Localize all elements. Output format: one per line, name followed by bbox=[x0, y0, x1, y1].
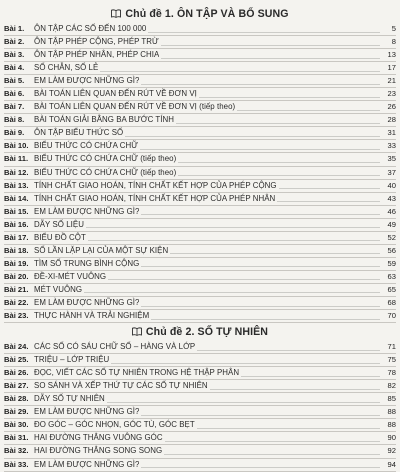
chapter-heading-2 bbox=[4, 326, 396, 339]
lesson-number: Bài 15. bbox=[4, 206, 29, 216]
page-number: 17 bbox=[387, 63, 396, 73]
lesson-number: Bài 5. bbox=[4, 76, 25, 86]
lesson-title: EM LÀM ĐƯỢC NHỮNG GÌ? bbox=[34, 76, 140, 86]
page-number: 13 bbox=[387, 50, 396, 60]
toc-entry[interactable] bbox=[4, 101, 396, 114]
page-number: 8 bbox=[391, 37, 396, 47]
dot-leader bbox=[140, 149, 380, 150]
dot-leader bbox=[141, 467, 380, 468]
lesson-number: Bài 31. bbox=[4, 433, 29, 443]
toc-entry[interactable] bbox=[4, 284, 396, 297]
toc-entry[interactable] bbox=[4, 153, 396, 166]
dot-leader bbox=[178, 175, 380, 176]
lesson-title: EM LÀM ĐƯỢC NHỮNG GÌ? bbox=[34, 298, 140, 307]
dot-leader bbox=[148, 32, 380, 33]
toc-entry[interactable] bbox=[4, 310, 396, 323]
lesson-title: ÔN TẬP BIỂU THỨC SỐ bbox=[34, 128, 124, 138]
lesson-title: HAI ĐƯỜNG THẲNG SONG SONG bbox=[34, 446, 163, 456]
dot-leader bbox=[151, 319, 380, 320]
dot-leader bbox=[141, 214, 380, 215]
open-book-icon bbox=[111, 9, 121, 18]
page-number: 75 bbox=[387, 355, 396, 365]
lesson-title: TRIỆU – LỚP TRIỆU bbox=[34, 355, 110, 365]
page-number: 63 bbox=[387, 271, 396, 281]
chapter-2-lesson-list bbox=[4, 341, 396, 471]
toc-entry[interactable] bbox=[4, 232, 396, 245]
lesson-title: ÔN TẬP PHÉP CỘNG, PHÉP TRỪ bbox=[34, 37, 159, 47]
page-number: 26 bbox=[387, 102, 396, 112]
toc-entry[interactable] bbox=[4, 445, 396, 458]
lesson-title: TÍNH CHẤT GIAO HOÁN, TÍNH CHẤT KẾT HỢP CỦA PHÉP NHÂN bbox=[34, 193, 276, 203]
dot-leader bbox=[141, 266, 380, 267]
page-number: 68 bbox=[387, 298, 396, 307]
page-number: 92 bbox=[387, 446, 396, 456]
lesson-number: Bài 26. bbox=[4, 368, 29, 378]
chapter-heading-1 bbox=[4, 8, 396, 21]
page-number: 82 bbox=[387, 381, 396, 391]
dot-leader bbox=[197, 350, 380, 351]
toc-entry[interactable] bbox=[4, 167, 396, 180]
page-number: 49 bbox=[387, 219, 396, 229]
dot-leader bbox=[88, 240, 380, 241]
dot-leader bbox=[141, 415, 380, 416]
lesson-number: Bài 24. bbox=[4, 342, 29, 352]
lesson-number: Bài 33. bbox=[4, 459, 29, 469]
lesson-title: THỰC HÀNH VÀ TRẢI NGHIỆM bbox=[34, 311, 150, 321]
dot-leader bbox=[141, 84, 380, 85]
lesson-number: Bài 30. bbox=[4, 420, 29, 430]
lesson-number: Bài 11. bbox=[4, 154, 29, 164]
lesson-title: BIỂU THỨC CÓ CHỨA CHỮ (tiếp theo) bbox=[34, 167, 177, 177]
toc-entry[interactable] bbox=[4, 180, 396, 193]
toc-entry[interactable] bbox=[4, 49, 396, 62]
toc-entry[interactable] bbox=[4, 354, 396, 367]
lesson-title: EM LÀM ĐƯỢC NHỮNG GÌ? bbox=[34, 407, 140, 417]
lesson-title: BÀI TOÁN LIÊN QUAN ĐẾN RÚT VỀ ĐƠN VỊ (tiếp theo) bbox=[34, 102, 236, 112]
dot-leader bbox=[161, 45, 380, 46]
page-number: 31 bbox=[387, 128, 396, 138]
dot-leader bbox=[86, 227, 380, 228]
lesson-number: Bài 4. bbox=[4, 63, 25, 73]
toc-entry[interactable] bbox=[4, 219, 396, 232]
page-number: 88 bbox=[387, 407, 396, 417]
dot-leader bbox=[277, 201, 380, 202]
lesson-number: Bài 21. bbox=[4, 284, 29, 294]
lesson-number: Bài 25. bbox=[4, 355, 29, 365]
page-number: 85 bbox=[387, 394, 396, 404]
toc-entry[interactable] bbox=[4, 380, 396, 393]
lesson-title: SỐ LẦN LẶP LẠI CỦA MỘT SỰ KIỆN bbox=[34, 245, 169, 255]
page-number: 59 bbox=[387, 258, 396, 268]
toc-entry[interactable] bbox=[4, 271, 396, 284]
lesson-title: BÀI TOÁN LIÊN QUAN ĐẾN RÚT VỀ ĐƠN VỊ bbox=[34, 89, 197, 99]
dot-leader bbox=[170, 253, 380, 254]
dot-leader bbox=[108, 279, 380, 280]
lesson-number: Bài 12. bbox=[4, 167, 29, 177]
chapter-heading-text: Chủ đề 1. ÔN TẬP VÀ BỔ SUNG bbox=[125, 8, 289, 20]
lesson-title: TÍNH CHẤT GIAO HOÁN, TÍNH CHẤT KẾT HỢP CỦA PHÉP CỘNG bbox=[34, 180, 277, 190]
toc-entry[interactable] bbox=[4, 114, 396, 127]
lesson-number: Bài 27. bbox=[4, 381, 29, 391]
page-number: 65 bbox=[387, 284, 396, 294]
page-number: 43 bbox=[387, 193, 396, 203]
lesson-number: Bài 19. bbox=[4, 258, 29, 268]
toc-entry[interactable] bbox=[4, 193, 396, 206]
lesson-title: ĐỌC, VIẾT CÁC SỐ TỰ NHIÊN TRONG HỆ THẬP PHÂN bbox=[34, 368, 240, 378]
lesson-title: ÔN TẬP PHÉP NHÂN, PHÉP CHIA bbox=[34, 50, 160, 60]
lesson-number: Bài 14. bbox=[4, 193, 29, 203]
page-number: 56 bbox=[387, 245, 396, 255]
page-number: 52 bbox=[387, 232, 396, 242]
page-number: 37 bbox=[387, 167, 396, 177]
page-number: 23 bbox=[387, 89, 396, 99]
lesson-number: Bài 2. bbox=[4, 37, 25, 47]
dot-leader bbox=[84, 292, 380, 293]
lesson-title: ĐỀ-XI-MÉT VUÔNG bbox=[34, 271, 107, 281]
dot-leader bbox=[161, 58, 380, 59]
lesson-number: Bài 20. bbox=[4, 271, 29, 281]
dot-leader bbox=[176, 123, 380, 124]
toc-entry[interactable] bbox=[4, 406, 396, 419]
toc-entry[interactable] bbox=[4, 258, 396, 271]
dot-leader bbox=[178, 162, 380, 163]
page-number: 5 bbox=[391, 24, 396, 34]
page-number: 35 bbox=[387, 154, 396, 164]
dot-leader bbox=[111, 363, 380, 364]
dot-leader bbox=[165, 441, 380, 442]
lesson-title: BÀI TOÁN GIẢI BẰNG BA BƯỚC TÍNH bbox=[34, 115, 175, 125]
lesson-title: MÉT VUÔNG bbox=[34, 284, 83, 294]
page-number: 40 bbox=[387, 180, 396, 190]
page-number: 94 bbox=[387, 459, 396, 469]
toc-entry[interactable] bbox=[4, 459, 396, 472]
dot-leader bbox=[210, 389, 380, 390]
lesson-number: Bài 9. bbox=[4, 128, 25, 138]
page-number: 90 bbox=[387, 433, 396, 443]
lesson-number: Bài 1. bbox=[4, 24, 25, 34]
lesson-title: SO SÁNH VÀ XẾP THỨ TỰ CÁC SỐ TỰ NHIÊN bbox=[34, 381, 208, 391]
toc-entry[interactable] bbox=[4, 75, 396, 88]
chapter-1-lesson-list bbox=[4, 23, 396, 323]
toc-entry[interactable] bbox=[4, 432, 396, 445]
toc-entry[interactable] bbox=[4, 245, 396, 258]
lesson-number: Bài 3. bbox=[4, 50, 25, 60]
dot-leader bbox=[197, 428, 380, 429]
lesson-number: Bài 16. bbox=[4, 219, 29, 229]
dot-leader bbox=[164, 454, 380, 455]
lesson-title: HAI ĐƯỜNG THẲNG VUÔNG GÓC bbox=[34, 433, 163, 443]
toc-entry[interactable] bbox=[4, 367, 396, 380]
lesson-title: DÃY SỐ LIỆU bbox=[34, 219, 84, 229]
toc-entry[interactable] bbox=[4, 88, 396, 101]
toc-entry[interactable] bbox=[4, 297, 396, 310]
page-number: 70 bbox=[387, 311, 396, 321]
lesson-number: Bài 13. bbox=[4, 180, 29, 190]
dot-leader bbox=[100, 71, 380, 72]
toc-entry[interactable] bbox=[4, 419, 396, 432]
lesson-number: Bài 8. bbox=[4, 115, 25, 125]
toc-entry[interactable] bbox=[4, 341, 396, 354]
page-number: 71 bbox=[387, 342, 396, 352]
lesson-title: EM LÀM ĐƯỢC NHỮNG GÌ? bbox=[34, 459, 140, 469]
page-number: 88 bbox=[387, 420, 396, 430]
lesson-title: EM LÀM ĐƯỢC NHỮNG GÌ? bbox=[34, 206, 140, 216]
lesson-number: Bài 28. bbox=[4, 394, 29, 404]
toc-entry[interactable] bbox=[4, 127, 396, 140]
dot-leader bbox=[237, 110, 380, 111]
lesson-title: SỐ CHẴN, SỐ LẺ bbox=[34, 63, 99, 73]
lesson-title: DÃY SỐ TỰ NHIÊN bbox=[34, 394, 105, 404]
dot-leader bbox=[241, 376, 380, 377]
toc-entry[interactable] bbox=[4, 36, 396, 49]
dot-leader bbox=[199, 97, 380, 98]
page-number: 21 bbox=[387, 76, 396, 86]
lesson-title: ÔN TẬP CÁC SỐ ĐẾN 100 000 bbox=[34, 24, 147, 34]
dot-leader bbox=[279, 188, 380, 189]
lesson-number: Bài 29. bbox=[4, 407, 29, 417]
lesson-title: BIỂU THỨC CÓ CHỨA CHỮ (tiếp theo) bbox=[34, 154, 177, 164]
lesson-number: Bài 23. bbox=[4, 311, 29, 321]
lesson-title: BIỂU THỨC CÓ CHỨA CHỮ bbox=[34, 141, 138, 151]
toc-entry[interactable] bbox=[4, 23, 396, 36]
dot-leader bbox=[141, 306, 380, 307]
dot-leader bbox=[125, 136, 380, 137]
lesson-number: Bài 32. bbox=[4, 446, 29, 456]
chapter-heading-text: Chủ đề 2. SỐ TỰ NHIÊN bbox=[145, 326, 269, 339]
lesson-title: ĐO GÓC – GÓC NHỌN, GÓC TÙ, GÓC BẸT bbox=[34, 420, 195, 430]
lesson-title: CÁC SỐ CÓ SÁU CHỮ SỐ – HÀNG VÀ LỚP bbox=[34, 342, 196, 352]
toc-entry[interactable] bbox=[4, 62, 396, 75]
lesson-number: Bài 7. bbox=[4, 102, 25, 112]
toc-entry[interactable] bbox=[4, 140, 396, 153]
open-book-icon bbox=[132, 327, 142, 336]
page-number: 46 bbox=[387, 206, 396, 216]
lesson-number: Bài 18. bbox=[4, 245, 29, 255]
lesson-number: Bài 22. bbox=[4, 298, 29, 307]
toc-entry[interactable] bbox=[4, 206, 396, 219]
lesson-number: Bài 17. bbox=[4, 232, 29, 242]
dot-leader bbox=[107, 402, 380, 403]
lesson-title: BIỂU ĐỒ CỘT bbox=[34, 232, 86, 242]
lesson-number: Bài 6. bbox=[4, 89, 25, 99]
page-number: 28 bbox=[387, 115, 396, 125]
lesson-title: TÌM SỐ TRUNG BÌNH CỘNG bbox=[34, 258, 140, 268]
page-number: 33 bbox=[387, 141, 396, 151]
lesson-number: Bài 10. bbox=[4, 141, 29, 151]
page-number: 78 bbox=[387, 368, 396, 378]
